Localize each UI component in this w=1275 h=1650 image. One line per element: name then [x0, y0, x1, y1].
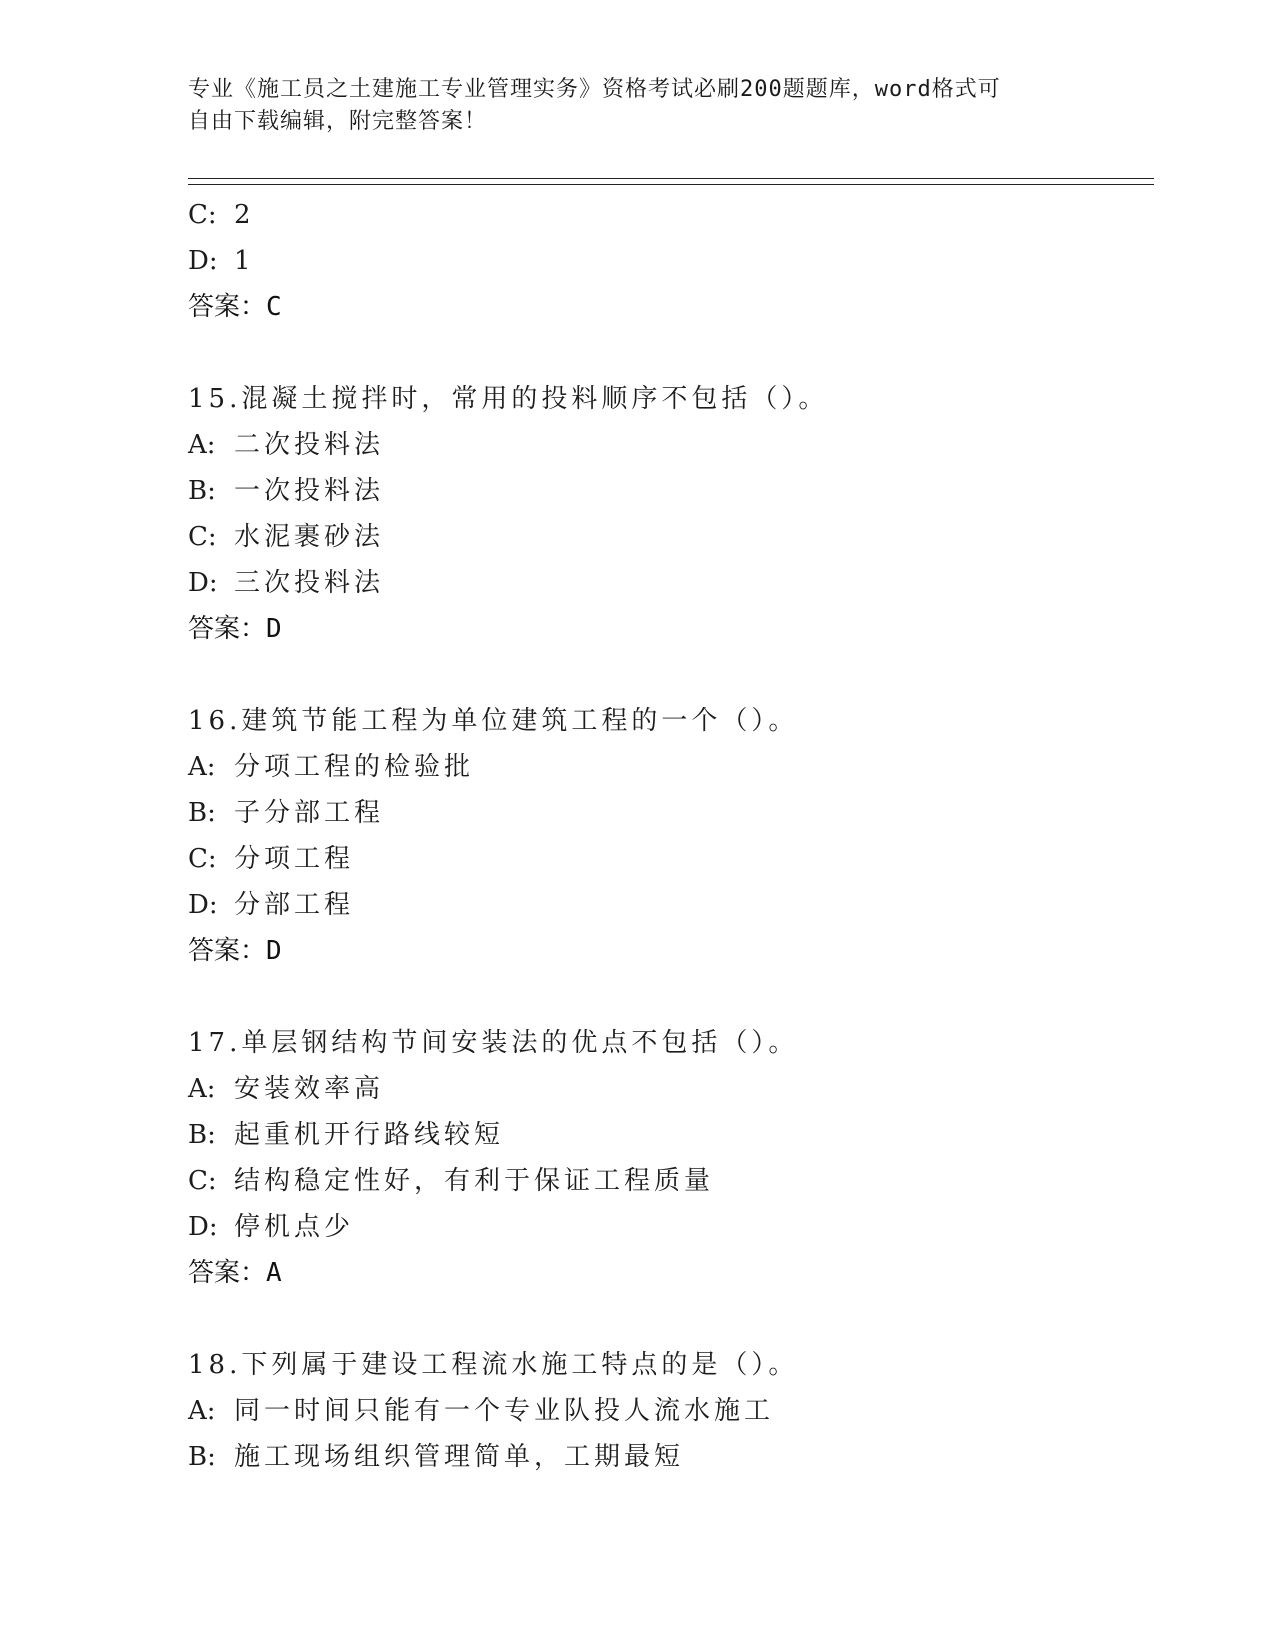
answer-value: D [266, 936, 282, 966]
option-label: A: [188, 752, 216, 782]
question-stem: 17.单层钢结构节间安装法的优点不包括（）。 [188, 1028, 799, 1058]
option-text: 同一时间只能有一个专业队投人流水施工 [234, 1396, 775, 1426]
option-text: 三次投料法 [234, 568, 385, 598]
option-label: D: [188, 1212, 218, 1242]
question-stem: 15.混凝土搅拌时，常用的投料顺序不包括（）。 [188, 384, 829, 414]
option-label: B: [188, 1442, 216, 1472]
option-label: A: [188, 1396, 216, 1426]
header-rule-top [188, 178, 1154, 179]
option-label: D: [188, 890, 218, 920]
option-d [188, 1204, 1154, 1250]
previous-question-tail [188, 192, 1154, 330]
question-content [188, 192, 1154, 1480]
question-stem: 16.建筑节能工程为单位建筑工程的一个（）。 [188, 706, 799, 736]
page-header [188, 74, 1068, 138]
option-label: C: [188, 200, 217, 230]
question-17 [188, 1020, 1154, 1296]
answer-line [188, 606, 1154, 652]
option-label: B: [188, 798, 216, 828]
option-label: D: [188, 568, 218, 598]
option-a [188, 744, 1154, 790]
option-b [188, 1112, 1154, 1158]
question-15 [188, 376, 1154, 652]
option-a [188, 1388, 1154, 1434]
option-text: 一次投料法 [234, 476, 385, 506]
header-rule-bottom [188, 184, 1154, 185]
option-b [188, 790, 1154, 836]
option-label: B: [188, 476, 216, 506]
option-text: 水泥裹砂法 [234, 522, 385, 552]
option-text: 1 [234, 246, 255, 276]
option-d [188, 560, 1154, 606]
option-b [188, 468, 1154, 514]
option-label: C: [188, 1166, 217, 1196]
question-16 [188, 698, 1154, 974]
option-text: 分部工程 [234, 890, 355, 920]
option-c [188, 192, 1154, 238]
option-text: 施工现场组织管理简单，工期最短 [234, 1442, 685, 1472]
header-line-2: 自由下载编辑，附完整答案！ [188, 109, 488, 134]
answer-line [188, 284, 1154, 330]
header-line-1: 专业《施工员之土建施工专业管理实务》资格考试必刷200题题库，word格式可 [188, 77, 1001, 102]
option-label: A: [188, 430, 216, 460]
option-c [188, 1158, 1154, 1204]
answer-label: 答案： [188, 614, 267, 644]
option-c [188, 836, 1154, 882]
option-text: 停机点少 [234, 1212, 355, 1242]
question-18 [188, 1342, 1154, 1480]
option-label: B: [188, 1120, 216, 1150]
option-label: C: [188, 844, 217, 874]
option-text: 分项工程 [234, 844, 355, 874]
option-a [188, 1066, 1154, 1112]
answer-line [188, 1250, 1154, 1296]
answer-label: 答案： [188, 936, 267, 966]
option-text: 起重机开行路线较短 [234, 1120, 505, 1150]
option-a [188, 422, 1154, 468]
answer-value: C [266, 292, 282, 322]
option-label: D: [188, 246, 218, 276]
option-text: 二次投料法 [234, 430, 385, 460]
option-text: 子分部工程 [234, 798, 385, 828]
question-stem: 18.下列属于建设工程流水施工特点的是（）。 [188, 1350, 799, 1380]
answer-label: 答案： [188, 1258, 267, 1288]
answer-line [188, 928, 1154, 974]
option-d [188, 882, 1154, 928]
option-b [188, 1434, 1154, 1480]
option-c [188, 514, 1154, 560]
option-text: 分项工程的检验批 [234, 752, 475, 782]
answer-value: A [266, 1258, 282, 1288]
option-d [188, 238, 1154, 284]
answer-value: D [266, 614, 282, 644]
option-text: 安装效率高 [234, 1074, 385, 1104]
answer-label: 答案： [188, 292, 267, 322]
option-label: C: [188, 522, 217, 552]
option-text: 2 [234, 200, 255, 230]
option-text: 结构稳定性好，有利于保证工程质量 [234, 1166, 715, 1196]
option-label: A: [188, 1074, 216, 1104]
